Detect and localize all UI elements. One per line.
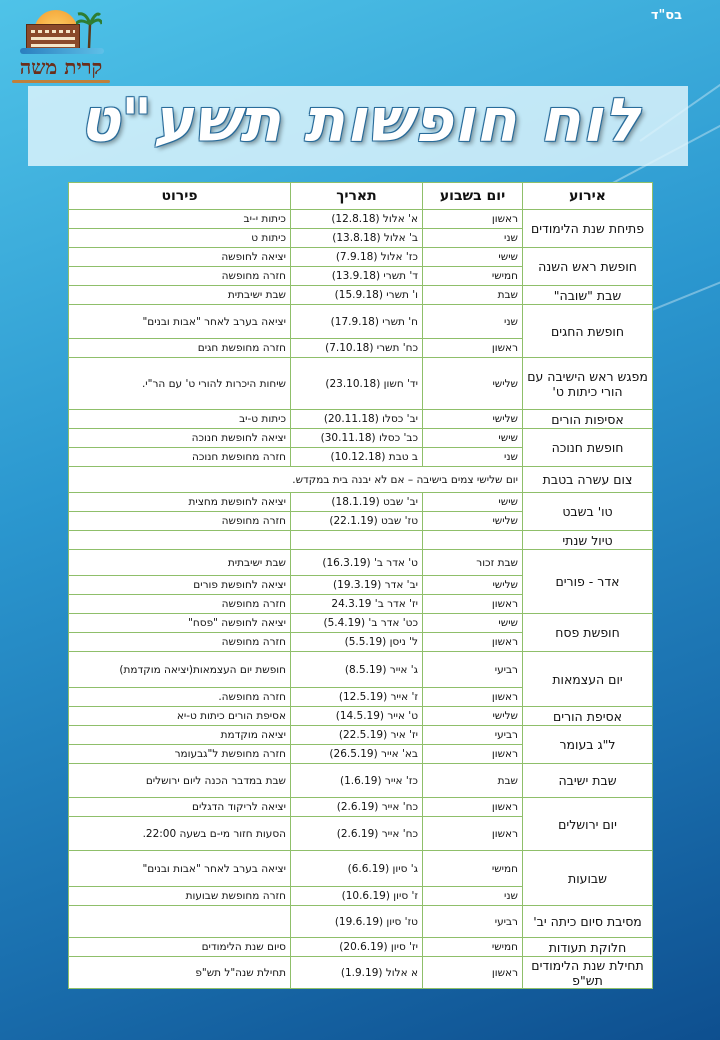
detail-cell: אסיפת הורים כיתות ט-יא (69, 707, 291, 726)
schedule-table (68, 182, 653, 989)
header-event: אירוע (523, 183, 653, 210)
detail-cell: יציאה לחופשת פורים (69, 576, 291, 595)
day-cell: ראשון (423, 817, 523, 851)
table-row (69, 764, 653, 798)
date-cell: יב' אדר (19.3.19) (291, 576, 423, 595)
date-cell: ט' אדר ב' (16.3.19) (291, 550, 423, 576)
event-cell: חופשת ראש השנה (523, 248, 653, 286)
day-cell: שני (423, 448, 523, 467)
day-cell: שלישי (423, 512, 523, 531)
date-cell: טז' שבט (22.1.19) (291, 512, 423, 531)
date-cell: יז' איר (22.5.19) (291, 726, 423, 745)
detail-cell: חזרה מחופשה (69, 267, 291, 286)
event-cell: חופשת חנוכה (523, 429, 653, 467)
day-cell: חמישי (423, 267, 523, 286)
detail-cell: כיתות ט (69, 229, 291, 248)
day-cell: שישי (423, 614, 523, 633)
day-cell: ראשון (423, 957, 523, 989)
detail-cell: חזרה מחופשת שבועות (69, 887, 291, 906)
day-cell: שישי (423, 429, 523, 448)
event-cell: פתיחת שנת הלימודים (523, 210, 653, 248)
detail-cell: כיתות ט-יב (69, 410, 291, 429)
event-cell: חופשת פסח (523, 614, 653, 652)
date-cell: ז' אייר (12.5.19) (291, 688, 423, 707)
day-cell: שלישי (423, 576, 523, 595)
date-cell: ב' אלול (13.8.18) (291, 229, 423, 248)
date-cell: ד' תשרי (13.9.18) (291, 267, 423, 286)
detail-cell: סיום שנת הלימודים (69, 938, 291, 957)
table-row (69, 493, 653, 512)
date-cell: יז' סיון (20.6.19) (291, 938, 423, 957)
detail-cell: חזרה מחופשה (69, 512, 291, 531)
event-cell: ל"ג בעומר (523, 726, 653, 764)
table-row (69, 906, 653, 938)
date-cell: יב' שבט (18.1.19) (291, 493, 423, 512)
detail-cell: כיתות י-יב (69, 210, 291, 229)
date-cell: ט' אייר (14.5.19) (291, 707, 423, 726)
event-cell: יום העצמאות (523, 652, 653, 707)
event-cell: אסיפת הורים (523, 707, 653, 726)
detail-cell: יציאה לחופשת מחצית (69, 493, 291, 512)
detail-cell: חזרה מחופשה (69, 595, 291, 614)
table-row (69, 531, 653, 550)
day-cell: שני (423, 229, 523, 248)
day-cell: ראשון (423, 210, 523, 229)
table-row (69, 467, 653, 493)
page-title: לוח חופשות תשע"ט (79, 86, 641, 156)
event-cell: שבת "שובה" (523, 286, 653, 305)
day-cell: שני (423, 887, 523, 906)
date-cell: כז' אלול (7.9.18) (291, 248, 423, 267)
detail-cell: יציאה בערב לאחר "אבות ובנים" (69, 305, 291, 339)
day-cell: שלישי (423, 410, 523, 429)
date-cell: כט' אדר ב' (5.4.19) (291, 614, 423, 633)
table-row (69, 358, 653, 410)
date-cell: טז' סיון (19.6.19) (291, 906, 423, 938)
date-cell: ל' ניסן (5.5.19) (291, 633, 423, 652)
day-cell: שישי (423, 493, 523, 512)
detail-cell: יציאה לריקוד הדגלים (69, 798, 291, 817)
date-cell: א' אלול (12.8.18) (291, 210, 423, 229)
table-row (69, 652, 653, 688)
detail-cell: שבת ישיבתית (69, 550, 291, 576)
event-cell: מפגש ראש הישיבה עם הורי כיתות ט' (523, 358, 653, 410)
date-cell (291, 531, 423, 550)
event-cell: חלוקת תעודות (523, 938, 653, 957)
detail-cell: שיחות היכרות להורי ט' עם הר"י. (69, 358, 291, 410)
day-cell: ראשון (423, 745, 523, 764)
table-row (69, 550, 653, 576)
detail-cell: יציאה לחופשת חנוכה (69, 429, 291, 448)
date-cell: כח' אייר (2.6.19) (291, 798, 423, 817)
day-cell: ראשון (423, 688, 523, 707)
detail-cell (69, 531, 291, 550)
header-date: תאריך (291, 183, 423, 210)
day-cell: שבת (423, 286, 523, 305)
date-cell: ז' סיון (10.6.19) (291, 887, 423, 906)
date-cell: ח' תשרי (17.9.18) (291, 305, 423, 339)
day-cell: חמישי (423, 938, 523, 957)
table-row (69, 614, 653, 633)
day-cell: שלישי (423, 358, 523, 410)
event-cell: אדר - פורים (523, 550, 653, 614)
table-row (69, 707, 653, 726)
date-cell: יד' חשון (23.10.18) (291, 358, 423, 410)
event-cell: טיול שנתי (523, 531, 653, 550)
detail-cell: יציאה בערב לאחר "אבות ובנים" (69, 851, 291, 887)
detail-cell: חזרה מחופשת חגים (69, 339, 291, 358)
day-cell: ראשון (423, 798, 523, 817)
day-cell: רביעי (423, 726, 523, 745)
day-cell (423, 531, 523, 550)
detail-cell: חזרה מחופשת ל"גבעומר (69, 745, 291, 764)
date-cell: בא' אייר (26.5.19) (291, 745, 423, 764)
date-cell: כב' כסלו (30.11.18) (291, 429, 423, 448)
day-cell: רביעי (423, 906, 523, 938)
table-row (69, 248, 653, 267)
merged-note-cell: יום שלישי צמים בישיבה – אם לא יבנה בית במקדש. (69, 467, 523, 493)
detail-cell: חזרה מחופשה (69, 633, 291, 652)
logo-text: קרית משה (19, 55, 103, 79)
table-row (69, 798, 653, 817)
bsd-label: בס"ד (650, 8, 682, 23)
date-cell: ג' סיון (6.6.19) (291, 851, 423, 887)
date-cell: כז' אייר (1.6.19) (291, 764, 423, 798)
day-cell: רביעי (423, 652, 523, 688)
table-header-row (69, 183, 653, 210)
table-row (69, 286, 653, 305)
detail-cell: הסעות חזור מי-ם בשעה 22:00. (69, 817, 291, 851)
event-cell: תחילת שנת הלימודים תש"פ (523, 957, 653, 989)
table-row (69, 938, 653, 957)
day-cell: שישי (423, 248, 523, 267)
header-detail: פירוט (69, 183, 291, 210)
detail-cell: חזרה מחופשה. (69, 688, 291, 707)
detail-cell: תחילת שנה"ל תש"פ (69, 957, 291, 989)
palm-tree-icon (76, 12, 102, 48)
table-row (69, 957, 653, 989)
date-cell: יז' אדר ב' 24.3.19 (291, 595, 423, 614)
day-cell: שלישי (423, 707, 523, 726)
table-row (69, 726, 653, 745)
event-cell: מסיבת סיום כיתה יב' (523, 906, 653, 938)
date-cell: יב' כסלו (20.11.18) (291, 410, 423, 429)
day-cell: ראשון (423, 339, 523, 358)
date-cell: ג' אייר (8.5.19) (291, 652, 423, 688)
detail-cell (69, 906, 291, 938)
table-row (69, 305, 653, 339)
day-cell: שבת זכור (423, 550, 523, 576)
day-cell: שני (423, 305, 523, 339)
date-cell: ו' תשרי (15.9.18) (291, 286, 423, 305)
detail-cell: חופשת יום העצמאות(יציאה מוקדמת) (69, 652, 291, 688)
event-cell: שבת ישיבה (523, 764, 653, 798)
date-cell: כח' אייר (2.6.19) (291, 817, 423, 851)
date-cell: כח' תשרי (7.10.18) (291, 339, 423, 358)
detail-cell: שבת במדבר הכנה ליום ירושלים (69, 764, 291, 798)
day-cell: ראשון (423, 595, 523, 614)
water-icon (20, 48, 104, 54)
day-cell: ראשון (423, 633, 523, 652)
event-cell: צום עשרה בטבת (523, 467, 653, 493)
detail-cell: יציאה לחופשה "פסח" (69, 614, 291, 633)
detail-cell: יציאה לחופשה (69, 248, 291, 267)
header-day: יום בשבוע (423, 183, 523, 210)
day-cell: חמישי (423, 851, 523, 887)
detail-cell: חזרה מחופשת חנוכה (69, 448, 291, 467)
event-cell: יום ירושלים (523, 798, 653, 851)
detail-cell: שבת ישיבתית (69, 286, 291, 305)
table-row (69, 410, 653, 429)
event-cell: שבועות (523, 851, 653, 906)
detail-cell: יציאה מוקדמת (69, 726, 291, 745)
date-cell: א אלול (1.9.19) (291, 957, 423, 989)
event-cell: אסיפות הורים (523, 410, 653, 429)
day-cell: שבת (423, 764, 523, 798)
table-row (69, 851, 653, 887)
date-cell: ב טבת (10.12.18) (291, 448, 423, 467)
event-cell: חופשת החגים (523, 305, 653, 358)
table-row (69, 210, 653, 229)
event-cell: טו' בשבט (523, 493, 653, 531)
table-body (69, 210, 653, 989)
table-row (69, 429, 653, 448)
